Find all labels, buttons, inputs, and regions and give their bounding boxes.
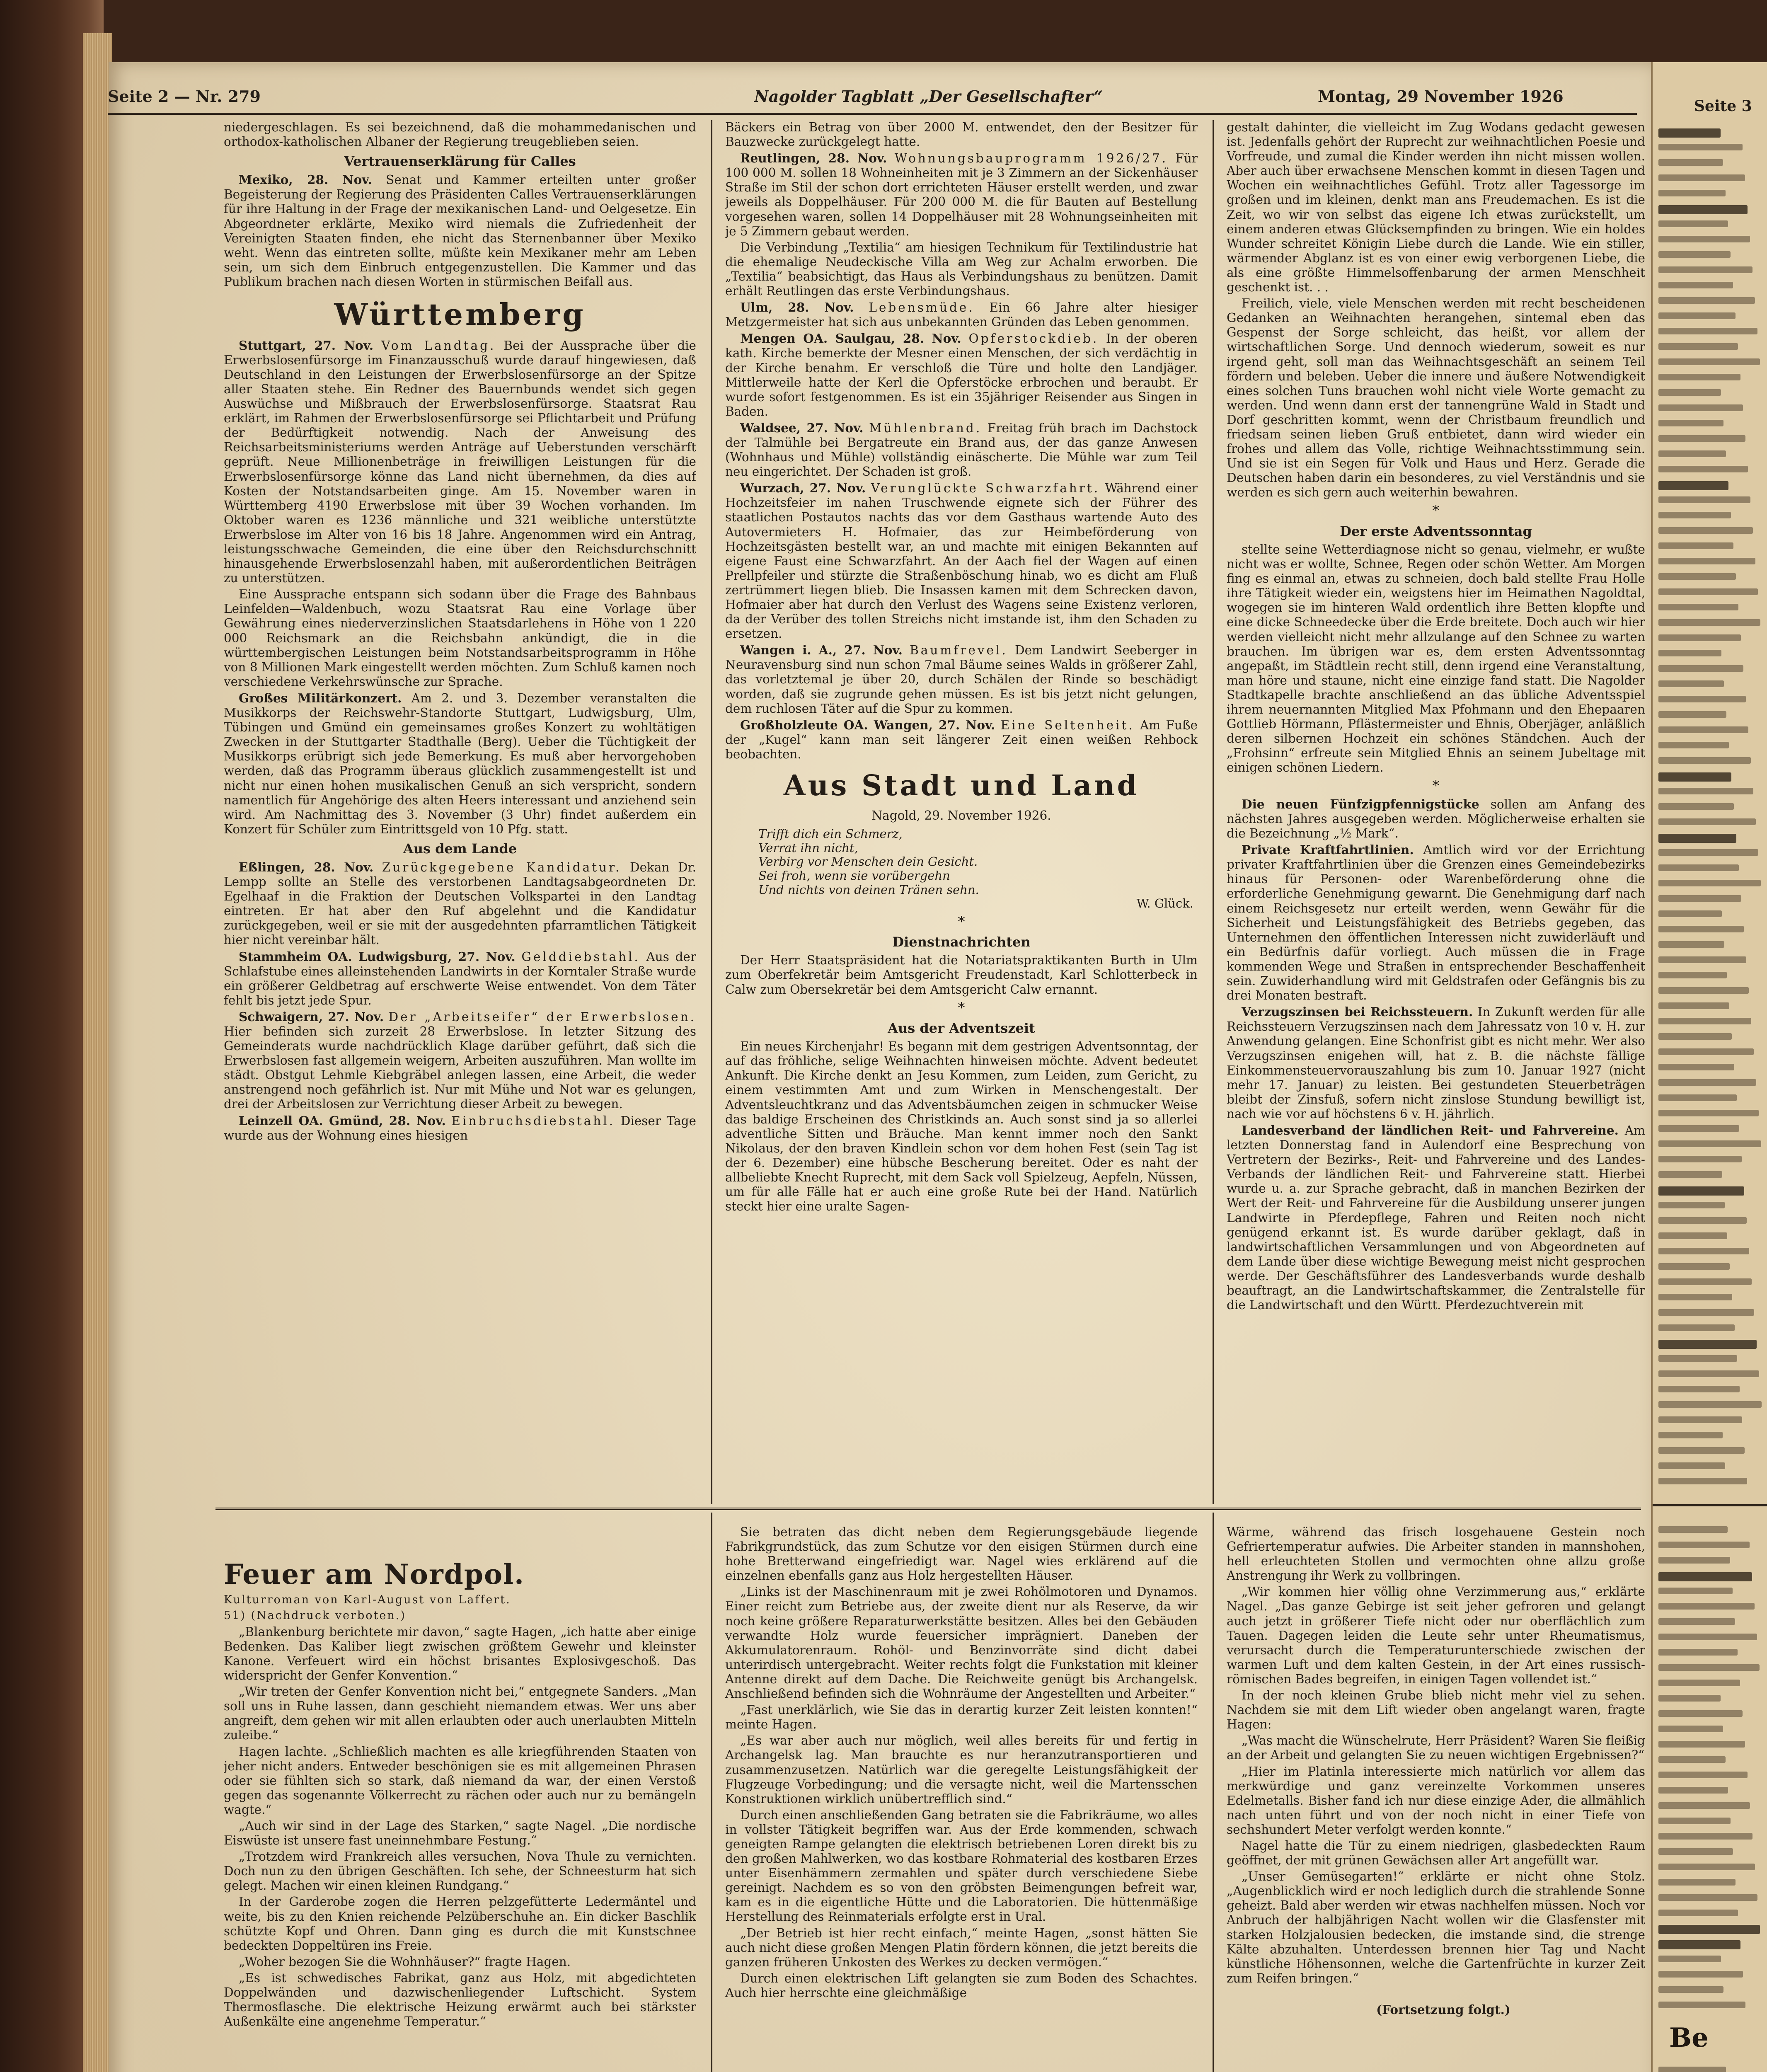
next-page-text-line bbox=[1658, 1833, 1752, 1840]
next-page-text-line bbox=[1658, 803, 1734, 810]
article-text: In Zukunft werden für alle Reichssteuern Verzugszinsen nach dem Jahressatz von 10 v. H. zur Anwendung gelangen. Eine Schonfrist gibt es nicht mehr. Wer also Verzugszinsen enigehen will, hat z. B. die nächste fällige Einkommensteuervorauszahlung bis zum 10. Januar 1927 (nicht mehr 17. Januar) zu leisten. Bei gestundeten Steuerbeträgen bleibt der Zinsfuß, sofern nicht zinslose Stundung bewilligt ist, nach wie vor auf höchstens 6 v. H. jährlich. bbox=[1227, 1005, 1645, 1121]
article-title: Die neuen Fünfzigpfennigstücke bbox=[1242, 796, 1479, 811]
article-paragraph: Die Verbindung „Textilia“ am hiesigen Technikum für Textilindustrie hat die ehemalige Neudeckische Villa am Weg zur Achalm erworben. Die „Textilia“ beabsichtigt, das Haus als Verbindungshaus zu benützen. Damit erhält Reutlingen das erste Verbindungshaus. bbox=[725, 240, 1198, 298]
poem-line: Sei froh, wenn sie vorübergehn bbox=[758, 868, 950, 883]
article-text: Freitag früh brach im Dachstock der Talmühle bei Bergatreute ein Brand aus, der das ganze Anwesen (Wohnhaus und Mühle) vollständig einäscherte. Die Mühle war zum Teil neu eingerichtet. Der Schaden ist groß. bbox=[725, 421, 1198, 479]
next-page-header: Seite 3 bbox=[1694, 97, 1752, 115]
article-heading: Aus dem Lande bbox=[403, 840, 517, 857]
article-paragraph: Eine Aussprache entspann sich sodann über die Frage des Bahnbaus Leinfelden—Waldenbuch, wozu Staatsrat Rau eine Vorlage über Gewährung eines niederverzinslichen Staatsdarlehens in Höhe von 1 220 000 Reichsmark an die Reichsbahn ankündigt, die in die württembergischen Leistungen beim Notstandsarbeitsprogramm in Höhe von 8 Millionen Mark eingestellt werden möchten. Zum Schluß kamen noch verschiedene Verkehrswünsche zur Sprache. bbox=[224, 587, 696, 689]
next-page-text-line bbox=[1658, 1171, 1722, 1178]
next-page-peek bbox=[1651, 62, 1767, 2072]
next-page-text-line bbox=[1658, 1018, 1751, 1024]
next-page-text-line bbox=[1658, 542, 1733, 549]
poem-author: W. Glück. bbox=[1136, 896, 1193, 911]
next-page-text-line bbox=[1658, 1680, 1740, 1686]
article-paragraph bbox=[725, 300, 1198, 329]
next-page-text-line bbox=[1658, 450, 1726, 457]
next-page-text-line bbox=[1658, 1064, 1734, 1070]
poem-line: Verrat ihn nicht, bbox=[758, 840, 858, 855]
article-title: Eine Seltenheit. bbox=[1000, 718, 1135, 732]
serial-paragraph: „Fast unerklärlich, wie Sie das in derartig kurzer Zeit leisten konnten!“ meinte Hagen. bbox=[725, 1703, 1198, 1732]
next-page-text-line bbox=[1658, 1695, 1721, 1702]
article-paragraph: Der Herr Staatspräsident hat die Notariatspraktikanten Burth in Ulm zum Oberfekretär beim Amtsgericht Freudenstadt, Karl Schlotterbeck in Calw zum Obersekretär bei dem Amtsgericht Calw ernannt. bbox=[725, 953, 1198, 997]
serial-paragraph: „Auch wir sind in der Lage des Starken,“ sagte Nagel. „Die nordische Eiswüste ist unsere fast uneinnehmbare Festung.“ bbox=[224, 1819, 696, 1848]
next-page-text-line bbox=[1658, 650, 1721, 656]
next-page-text-line bbox=[1658, 910, 1722, 917]
next-page-text-line bbox=[1658, 1478, 1747, 1484]
column-rule bbox=[711, 1513, 712, 2072]
next-page-text-line bbox=[1658, 220, 1728, 227]
serial-paragraph: Hagen lachte. „Schließlich machten es alle kriegführenden Staaten von jeher nicht anders. Entweder beschönigen sie es mit allgemeinen Phrasen oder sie fühlten sich so stark, daß niemand da war, der einen Verstoß gegen das sogenannte Völkerrecht zu rächen oder auch nur zu bemängeln wagte.“ bbox=[224, 1744, 696, 1817]
next-page-text-line bbox=[1658, 742, 1729, 748]
serial-paragraph: „Trotzdem wird Frankreich alles versuchen, Nova Thule zu vernichten. Doch nun zu den übrigen Geschäften. Ich sehe, der Schneesturm hat sich gelegt. Machen wir einen kleinen Rundgang.“ bbox=[224, 1849, 696, 1893]
dateline: Leinzell OA. Gmünd, 28. Nov. bbox=[239, 1113, 446, 1128]
next-page-text-line bbox=[1658, 190, 1726, 196]
next-page-text-line bbox=[1658, 1741, 1745, 1748]
next-page-text-line bbox=[1658, 527, 1753, 534]
next-page-text-line bbox=[1658, 435, 1745, 442]
article-paragraph bbox=[224, 1113, 696, 1143]
column-1 bbox=[224, 120, 696, 1504]
next-page-text-line bbox=[1658, 1324, 1735, 1331]
serial-paragraph: „Blankenburg berichtete mir davon,“ sagte Hagen, „ich hatte aber einige Bedenken. Das Kaliber liegt zwischen größtem Gewehr und kleinster Kanone. Verfeuert wird ein höchst brisantes Explosivgeschoß. Das widerspricht der Genfer Konvention.“ bbox=[224, 1624, 696, 1683]
next-page-text-line bbox=[1658, 1848, 1733, 1855]
article-text: sollen am Anfang des nächsten Jahres ausgegeben werden. Möglicherweise erhalten sie die Bezeichnung „½ Mark“. bbox=[1227, 797, 1645, 841]
article-title: Baumfrevel. bbox=[910, 643, 1008, 658]
article-text: Bäckers ein Betrag von über 2000 M. entwendet, den der Besitzer für Bauzwecke zurückgelegt hatte. bbox=[725, 120, 1198, 149]
serial-paragraph: „Woher bezogen Sie die Wohnhäuser?“ fragte Hagen. bbox=[239, 1954, 571, 1969]
dateline: Mexiko, 28. Nov. bbox=[239, 172, 372, 187]
article-text: Ein 66 Jahre alter hiesiger Metzgermeister hat sich aus unbekannten Gründen das Leben genommen. bbox=[725, 300, 1198, 329]
next-page-text-line bbox=[1658, 895, 1741, 902]
dateline: Stammheim OA. Ludwigsburg, 27. Nov. bbox=[239, 949, 516, 964]
next-page-text-line bbox=[1658, 374, 1740, 380]
next-page-text-line bbox=[1658, 420, 1723, 426]
article-title: Lebensmüde. bbox=[869, 300, 975, 315]
article-text: Senat und Kammer erteilten unter großer Begeisterung der Regierung des Präsidenten Calles Vertrauenserklärungen für ihre Haltung in der Frage der mexikanischen Land- und Oelgesetze. Ein Abgeordneter erklärte, Mexiko wird niemals die Zufriedenheit der Vereinigten Staaten finden, ehe nicht das Sternenbanner über Mexiko weht. Wenn das eintreten sollte, müßte kein Mexikaner mehr am Leben sein, um sich dem Einbruch entgegenzustellen. Die Kammer und das Publikum brachen nach diesen Worten in stürmischen Beifall aus. bbox=[224, 173, 696, 289]
article-paragraph bbox=[725, 151, 1198, 239]
article-paragraph: stellte seine Wetterdiagnose nicht so genau, vielmehr, er wußte nicht was er wollte, Schnee, Regen oder schön Wetter. Am Morgen fing es einmal an, etwas zu schneien, doch bald stellte Frau Holle ihre Tätigkeit wieder ein, weigstens hier im Heimathen Nagoldtal, wogegen sie im hinteren Wald ordentlich ihre Betten klopfte und eine dicke Schneedecke über die Erde breitete. Doch auch wir hier werden vielleicht nicht mehr allzulange auf den Schnee zu warten brauchen. Im übrigen war es, dem ersten Adventssonntag angepaßt, im Städtlein recht still, denn irgend eine Veranstaltung, man höre und staune, nicht eine einzige fand statt. Die Nagolder Stadtkapelle brachte anschließend an das übliche Adventsspiel ihrem neuernannten Mitglied Max Pfohmann und den Ehepaaren Gottlieb Hörmann, Pflästermeister und Ehnis, Oberjäger, anläßlich deren silbernen Hochzeit ein schönes Ständchen. Auch der „Frohsinn“ erfreute sein Mitglied Ehnis an seinem Jubeltage mit einigen schönen Liedern. bbox=[1227, 542, 1645, 775]
next-page-text-line bbox=[1658, 1294, 1732, 1300]
next-page-text-line bbox=[1658, 1940, 1740, 1949]
article-text: Hier befinden sich zurzeit 28 Erwerbslose. In letzter Sitzung des Gemeinderats wurde nachdrücklich Klage darüber geführt, daß sich die Erwerbslosen fast allgemein weigern, Arbeiten auszuführen. Man wollte im städt. Obstgut Lehmle Kiebgräbel anlegen lassen, eine Arbeit, die weder anstrengend noch gefährlich ist. Nur mit Mühe und Not war es gelungen, drei der Arbeitslosen zur Verrichtung dieser Arbeit zu bewegen. bbox=[224, 1024, 696, 1111]
next-page-text-line bbox=[1658, 588, 1758, 595]
dateline: Schwaigern, 27. Nov. bbox=[239, 1009, 384, 1024]
article-heading: Vertrauenserklärung für Calles bbox=[344, 153, 576, 169]
article-text: Dem Landwirt Seeberger in Neuravensburg sind nun schon 7mal Bäume seines Walds in größerer Zahl, das vorletztemal je über 20, durch Schälen der Rinde so beschädigt worden, daß sie zugrunde gehen müssen. Es ist bis jetzt nicht gelungen, dem ruchlosen Täter auf die Spur zu kommen. bbox=[725, 643, 1198, 716]
serial-paragraph: Nagel hatte die Tür zu einem niedrigen, glasbedeckten Raum geöffnet, der mit grünen Gewächsen aller Art angefüllt war. bbox=[1227, 1838, 1645, 1868]
serial-paragraph: Wärme, während das frisch losgehauene Gestein noch Gefriertemperatur aufwies. Die Arbeiter standen in mannshohen, hell erleuchteten Stollen und vermochten ohne allzu große Anstrengung ihr Werk zu vollbringen. bbox=[1227, 1525, 1645, 1583]
article-paragraph bbox=[224, 1009, 696, 1112]
next-page-text-line bbox=[1658, 956, 1746, 963]
next-page-text-line bbox=[1658, 1355, 1737, 1362]
serial-paragraph: „Der Betrieb ist hier recht einfach,“ meinte Hagen, „sonst hätten Sie auch nicht diese großen Mengen Platin fördern können, die jetzt bereits die ganzen früheren Unkosten des Werkes zu decken vermögen.“ bbox=[725, 1926, 1198, 1969]
next-page-text-line bbox=[1658, 481, 1728, 490]
column-6-serial bbox=[1227, 1525, 1645, 2072]
dateline: Reutlingen, 28. Nov. bbox=[740, 151, 887, 166]
next-page-text-line bbox=[1658, 726, 1748, 733]
next-page-text-line bbox=[1658, 926, 1744, 932]
next-page-text-line bbox=[1658, 1048, 1754, 1055]
article-heading: Der erste Adventssonntag bbox=[1340, 523, 1532, 539]
article-paragraph: Ein neues Kirchenjahr! Es begann mit dem gestrigen Adventsonntag, der auf das fröhliche, selige Weihnachten hinweisen möchte. Advent bedeutet Ankunft. Die Kirche denkt an Jesu Kommen, zum Leiden, zum Gericht, zu einem vestimmten Amt und zum Wirken in Menschengestalt. Der Adventsleuchtkranz und das Adventsbäumchen zeigen in schmucker Weise das baldige Erscheinen des Christkinds an. Auch sonst sind ja so allerlei adventliche Sitten und Bräuche. Man kennt immer noch den Sankt Nikolaus, der den braven Kindlein schon vor dem hohen Fest (sein Tag ist der 6. Dezember) eine hübsche Bescherung bereitet. Oder es naht der allbeliebte Knecht Ruprecht, mit dem Sack voll Spielzeug, Aepfeln, Nüssen, um für alle Fälle hat er auch eine große Rute bei der Hand. Natürlich steckt hier eine uralte Sagen- bbox=[725, 1039, 1198, 1214]
article-title: Verzugszinsen bei Reichssteuern. bbox=[1242, 1005, 1473, 1019]
poem-line: Und nichts von deinen Tränen sehn. bbox=[758, 882, 979, 897]
next-page-text-line bbox=[1658, 144, 1743, 150]
next-page-text-line bbox=[1658, 1156, 1742, 1162]
next-page-text-line bbox=[1658, 251, 1731, 258]
article-paragraph bbox=[224, 172, 696, 289]
dateline: Waldsee, 27. Nov. bbox=[740, 420, 864, 435]
article-paragraph bbox=[725, 643, 1198, 716]
next-page-text-line bbox=[1658, 128, 1721, 138]
article-heading: Aus der Adventszeit bbox=[888, 1020, 1035, 1036]
article-title: Zurückgegebene Kandidatur. bbox=[382, 860, 622, 874]
article-title: Vom Landtag. bbox=[381, 338, 496, 353]
next-page-text-line bbox=[1658, 1572, 1752, 1581]
next-page-text-line bbox=[1658, 1094, 1737, 1101]
next-page-text-line bbox=[1658, 2002, 1745, 2008]
next-page-text-line bbox=[1658, 1603, 1755, 1610]
article-title: Landesverband der ländlichen Reit- und Fahrvereine. bbox=[1242, 1123, 1619, 1138]
article-paragraph bbox=[725, 718, 1198, 762]
column-5-serial bbox=[725, 1525, 1198, 2072]
dateline: Stuttgart, 27. Nov. bbox=[239, 338, 374, 353]
serial-paragraph: Sie betraten das dicht neben dem Regierungsgebäude liegende Fabrikgrundstück, das zum Schutze vor den eisigen Stürmen durch eine hohe Bretterwand eingefriedigt war. Nagel wies erklärend auf die einzelnen ebenfalls ganz aus Holz hergestellten Häuser. bbox=[725, 1525, 1198, 1583]
next-page-text-line bbox=[1658, 1756, 1726, 1763]
next-page-text-line bbox=[1658, 1910, 1738, 1916]
article-paragraph bbox=[1227, 842, 1645, 1003]
next-page-text-line bbox=[1658, 864, 1739, 871]
article-text: In der oberen kath. Kirche bemerkte der Mesner einen Menschen, der sich verdächtig in der Kirche benahm. Er verschloß die Türe und holte den Landjäger. Mittlerweile hatte der Kerl die Opferstöcke erbrochen und beraubt. Er wurde sofort festgenommen. Es ist ein 35jähriger Reisender aus Singen in Baden. bbox=[725, 332, 1198, 419]
next-page-text-line bbox=[1658, 1971, 1743, 1978]
next-page-text-line bbox=[1658, 1110, 1759, 1116]
article-paragraph: Freilich, viele, viele Menschen werden mit recht bescheidenen Gedanken an Weihnachten herangehen, sintemal eben das Gespenst der Sorge schleicht, das heißt, vor allem der wirtschaftlichen Sorge. Und dennoch wiederum, soweit es nur irgend geht, soll man das Weihnachtsgeschäft an seinem Teil fördern und beleben. Ueber die innere und äußere Notwendigkeit eines solchen Tuns brauchen wohl nicht viele Worte gemacht zu werden. Und wenn dann erst der tannengrüne Wald in Stadt und Dorf geschritten kommt, wenn der Christbaum freundlich und friedsam seinen lieben Gruß entbietet, dann wird wieder ein frohes und allem das Volle, richtige Weihnachtsstimmung sein. Und sie ist ein Segen für Volk und Haus und Herz. Gerade die Deutschen haben darin ein besonderes, zu viel Verständnis und sie werden es sich gern auch weiterhin bewahren. bbox=[1227, 296, 1645, 500]
next-page-text-line bbox=[1658, 343, 1738, 350]
serial-paragraph: „Hier im Platinla interessierte mich natürlich vor allem das merkwürdige und ganz vereinzelte Vorkommen unseres Edelmetalls. Bisher fand ich nur diese einzige Ader, die allmählich nach unten führt und von der noch nicht in einer Tiefe von sechshundert Meter verfolgt werden konnte.“ bbox=[1227, 1764, 1645, 1837]
article-paragraph bbox=[1227, 1123, 1645, 1312]
dateline: Mengen OA. Saulgau, 28. Nov. bbox=[740, 331, 961, 346]
separator-asterisk: * bbox=[1432, 502, 1440, 519]
next-page-text-line bbox=[1658, 619, 1760, 626]
poem-line: Trifft dich ein Schmerz, bbox=[758, 827, 903, 841]
next-page-text-line bbox=[1658, 1002, 1729, 1009]
next-page-ad-text: Be bbox=[1669, 2022, 1709, 2053]
article-paragraph bbox=[224, 691, 696, 837]
next-page-text-line bbox=[1658, 1710, 1743, 1717]
next-page-text-line bbox=[1658, 297, 1755, 304]
next-page-text-line bbox=[1658, 1956, 1721, 1962]
dateline: Wurzach, 27. Nov. bbox=[740, 481, 866, 496]
next-page-text-line bbox=[1658, 941, 1724, 948]
article-title: Verunglückte Schwarzfahrt. bbox=[871, 481, 1100, 496]
next-page-text-line bbox=[1658, 1340, 1757, 1349]
next-page-text-line bbox=[1658, 696, 1746, 702]
next-page-text-line bbox=[1658, 1542, 1750, 1548]
next-page-text-line bbox=[1658, 1557, 1730, 1564]
serial-title: Feuer am Nordpol. bbox=[224, 1558, 525, 1590]
next-page-text-line bbox=[1658, 1818, 1731, 1824]
next-page-text-line bbox=[1658, 358, 1760, 365]
dateline: Ulm, 28. Nov. bbox=[740, 300, 854, 315]
next-page-text-line bbox=[1658, 573, 1736, 580]
next-page-text-line bbox=[1658, 1879, 1736, 1886]
next-page-text-line bbox=[1658, 1726, 1723, 1732]
next-page-text-line bbox=[1658, 1140, 1761, 1147]
next-page-text-line bbox=[1658, 634, 1741, 641]
local-dateline: Nagold, 29. November 1926. bbox=[871, 808, 1051, 823]
next-page-text-line bbox=[1658, 1894, 1757, 1901]
next-page-text-line bbox=[1658, 1309, 1754, 1316]
next-page-text-line bbox=[1658, 1802, 1750, 1809]
article-title: Opferstockdieb. bbox=[968, 332, 1099, 346]
article-text: gestalt dahinter, die vielleicht im Zug Wodans gedacht gewesen ist. Jedenfalls gehört der Ruprecht zur weihnachtlichen Poesie und Vorfreude, und zumal die Kinder werden ihn nicht missen wollen. Aber auch über erwachsene Menschen kommt in diesen Tagen und Wochen ein weihnachtliches Gefühl. Trotz aller Tagessorge im großen und im kleinen, denkt man ans Freudemachen. Es ist die Zeit, wo wir von selbst das eigene Ich etwas zurückstellt, um einem anderen etwas Glücksempfinden zu bringen. Wie ein holdes Wunder schreitet Königin Liebe durch die Lande. Wie ein stiller, wärmender Abglanz ist es von einer ewig verborgenen Liebe, die als eine größte Himmelsoffenbarung der armen Menschheit geschenkt ist. . . bbox=[1227, 120, 1645, 295]
next-page-text-line bbox=[1658, 1787, 1728, 1794]
next-page-text-line bbox=[1658, 1386, 1740, 1392]
next-page-text-line bbox=[1658, 665, 1743, 672]
next-page-text-line bbox=[1658, 849, 1758, 856]
article-text: Dieser Tage wurde aus der Wohnung eines hiesigen bbox=[224, 1113, 696, 1143]
masthead bbox=[108, 87, 1637, 112]
next-page-text-line bbox=[1658, 1526, 1728, 1533]
next-page-text-line bbox=[1658, 972, 1727, 978]
article-paragraph bbox=[224, 860, 696, 948]
masthead-rule bbox=[108, 113, 1637, 115]
next-page-text-line bbox=[1658, 1079, 1756, 1086]
serial-paragraph: Durch einen elektrischen Lift gelangten sie zum Boden des Schachtes. Auch hier herrschte eine gleichmäßige bbox=[725, 1971, 1198, 2000]
serial-paragraph: In der Garderobe zogen die Herren pelzgefütterte Ledermäntel und weite, bis zu den Knien reichende Pelzüberschuhe an. Ein dicker Baschlik schützte Kopf und Ohren. Dann ging es durch die mit Kunstschnee bedeckten Doppeltüren ins Freie. bbox=[224, 1895, 696, 1953]
article-paragraph bbox=[725, 331, 1198, 419]
article-paragraph bbox=[725, 421, 1198, 479]
column-2 bbox=[725, 120, 1198, 1504]
next-page-text-line bbox=[1658, 1588, 1733, 1594]
next-page-text-line bbox=[1658, 312, 1736, 319]
article-text: Dekan Dr. Lempp sollte an Stelle des verstorbenen Landtagsabgeordneten Dr. Egelhaaf in die Fraktion der Deutschen Volkspartei in den Landtag eintreten. Er hat aber den Ruf abgelehnt und die Kandidatur zurückgegeben, weil er sie mit der ausgedehnten pfarramtlichen Tätigkeit hier nicht vereinbar hält. bbox=[224, 860, 696, 947]
page-number: Seite 2 — Nr. 279 bbox=[108, 87, 261, 106]
issue-date: Montag, 29 November 1926 bbox=[1318, 87, 1564, 106]
next-page-text-line bbox=[1658, 1432, 1723, 1438]
next-page-text-line bbox=[1658, 1401, 1762, 1408]
column-3 bbox=[1227, 120, 1645, 1504]
next-page-text-line bbox=[1658, 757, 1751, 764]
next-page-text-line bbox=[1658, 1232, 1727, 1239]
next-page-text-line bbox=[1658, 1263, 1730, 1270]
article-text: niedergeschlagen. Es sei bezeichnend, daß die mohammedanischen und orthodox-katholischen Albaner der Regierung treugeblieben seien. bbox=[224, 120, 696, 149]
article-text: Während einer Hochzeitsfeier im nahen Truschwende eignete sich der Führer des staatlichen Postautos nachts das vor dem Gasthaus wartende Auto des Autovermieters H. Hofmaier, das zur Heimbeförderung von Hochzeitsgästen bestellt war, an und machte mit einigen Bekannten auf eigene Faust eine Schwarzfahrt. An der Aach fiel der Wagen auf einen Prellpfeiler und stürzte die Straßenböschung hinab, wo es dicht am Fluß zertrümmert liegen blieb. Die Insassen kamen mit dem Schrecken davon, Hofmaier aber hat durch den Verlust des Wagens seine Existenz verloren, da der Verüber des tollen Streichs nicht imstande ist, ihm den Schaden zu ersetzen. bbox=[725, 481, 1198, 641]
serial-subtitle: Kulturroman von Karl-August von Laffert. bbox=[224, 1593, 511, 1606]
next-page-text-line bbox=[1658, 236, 1750, 242]
next-page-text-line bbox=[1658, 2067, 1726, 2072]
next-page-text-line bbox=[1658, 1618, 1735, 1625]
article-paragraph bbox=[1227, 797, 1645, 841]
page-edges bbox=[83, 33, 112, 2072]
article-paragraph bbox=[1227, 1005, 1645, 1121]
dateline: Wangen i. A., 27. Nov. bbox=[740, 643, 903, 658]
next-page-text-line bbox=[1658, 1416, 1742, 1423]
next-page-text-line bbox=[1658, 1772, 1748, 1778]
serial-paragraph: Durch einen anschließenden Gang betraten sie die Fabrikräume, wo alles in vollster Tätigkeit begriffen war. Aus der Erde kommenden, schwach geneigten Rampe gelangten die elektrisch betriebenen Loren direkt bis zu den großen Mahlwerken, wo das kostbare Rohmaterial des kostbaren Erzes unter Eisenhämmern zermahlen und später durch verschiedene Siebe gereinigt. Nachdem es so von den gröbsten Beimengungen befreit war, kam es in die eigentliche Hütte und die Laboratorien. Die hüttenmäßige Herstellung des Reinmaterials erfolgte erst in Ural. bbox=[725, 1808, 1198, 1924]
next-page-text-line bbox=[1658, 1278, 1752, 1285]
next-page-text-line bbox=[1658, 1370, 1759, 1377]
column-rule bbox=[711, 120, 712, 1504]
next-page-text-line bbox=[1658, 1217, 1747, 1224]
separator-asterisk: * bbox=[958, 913, 965, 930]
next-page-text-line bbox=[1658, 1634, 1757, 1640]
article-heading: Dienstnachrichten bbox=[892, 934, 1031, 950]
serial-paragraph: „Wir kommen hier völlig ohne Verzimmerung aus,“ erklärte Nagel. „Das ganze Gebirge ist seit jeher gefroren und gelangt auch jetzt in größerer Tiefe nicht oder nur oberflächlich zum Tauen. Dagegen leiden die Leute sehr unter Rheumatismus, verursacht durch die Temperaturunterschiede zwischen der warmen Luft und dem kalten Gestein, in der Art eines russisch-römischen Bades begreifen, in einigen Tagen vollendet ist.“ bbox=[1227, 1585, 1645, 1686]
next-page-text-line bbox=[1658, 466, 1748, 472]
next-page-text-line bbox=[1658, 680, 1724, 687]
newspaper-title: Nagolder Tagblatt „Der Gesellschafter“ bbox=[754, 87, 1103, 106]
next-page-text-line bbox=[1658, 558, 1755, 564]
next-page-text-line bbox=[1658, 1447, 1745, 1454]
next-page-text-line bbox=[1658, 328, 1757, 334]
serial-paragraph: „Es war aber auch nur möglich, weil alles bereits für und fertig in Archangelsk lag. Man brauchte es nur heranzutransportieren und zusammenzusetzen. Natürlich war die geregelte Leistungsfähigkeit der Flugzeuge Vorbedingung; und die versagte nicht, weil die Martensschen Konstruktionen wirklich unübertrefflich sind.“ bbox=[725, 1733, 1198, 1806]
article-text: Amtlich wird vor der Errichtung privater Kraftfahrtlinien über die Grenzen eines Gemeindebezirks hinaus für Personen- oder Warenbeförderung ohne die erforderliche Genehmigung gewarnt. Die Genehmigung darf nach einem Reichsgesetz nur erteilt werden, wenn Gewähr für die Sicherheit und Leistungsfähigkeit des Betriebs gegeben, das Unternehmen den öffentlichen Interessen nicht zuwiderläuft und ein Bedürfnis dafür vorliegt. Auch müssen die in Frage kommenden Wege und Straßen in entsprechender Beschaffenheit sein. Zuwiderhandlung wird mit Geldstrafen oder Gefängnis bis zu drei Monaten bestraft. bbox=[1227, 843, 1645, 1003]
article-title: Private Kraftfahrtlinien. bbox=[1242, 842, 1414, 857]
next-page-text-line bbox=[1658, 1649, 1738, 1656]
article-title: Einbruchsdiebstahl. bbox=[451, 1113, 615, 1128]
serial-paragraph: „Unser Gemüsegarten!“ erklärte er nicht ohne Stolz. „Augenblicklich wird er noch lediglich durch die strahlende Sonne geheizt. Bald aber werden wir etwas nachhelfen müssen. Noch vor Anbruch der halbjährigen Nacht wollen wir die Glasfenster mit starken Holzjalousien bedecken, die imstande sind, die strenge Kälte abzuhalten. Unterdessen brennen hier Tag und Nacht künstliche Höhensonnen, welche die Gartenfrüchte in kurzer Zeit zum Reifen bringen.“ bbox=[1227, 1869, 1645, 1985]
article-paragraph bbox=[224, 338, 696, 586]
dateline: Großholzleute OA. Wangen, 27. Nov. bbox=[740, 717, 995, 732]
next-page-text-line bbox=[1658, 1864, 1755, 1870]
separator-asterisk: * bbox=[1432, 777, 1440, 794]
article-title: Gelddiebstahl. bbox=[521, 949, 640, 964]
next-page-text-line bbox=[1658, 1664, 1760, 1671]
section-heading-stadt-und-land: Aus Stadt und Land bbox=[783, 769, 1140, 803]
column-4-serial bbox=[224, 1558, 696, 2072]
serial-paragraph: „Was macht die Wünschelrute, Herr Präsident? Waren Sie fleißig an der Arbeit und gelangten Sie zu neuen wichtigen Ergebnissen?“ bbox=[1227, 1733, 1645, 1762]
next-page-text-line bbox=[1658, 1125, 1739, 1132]
article-text: Am Fuße der „Kugel“ kann man seit längerer Zeit einen weißen Rehbock beobachten. bbox=[725, 718, 1198, 761]
serial-paragraph: „Links ist der Maschinenraum mit je zwei Rohölmotoren und Dynamos. Einer reicht zum Betriebe aus, der zweite dient nur als Reserve, da wir noch keine größere Reparaturwerkstätte besitzen. Alles bei den Gebäuden verwandte Holz wurde feuersicher imprägniert. Daneben der Akkumulatorenraum. Rohöl- und Benzinvorräte sind dicht dabei unterirdisch untergebracht. Weiter rechts folgt die Funkstation mit kleiner Antenne direkt auf dem Dache. Die Reichweite genügt bis Archangelsk. Anschließend befinden sich die Wohnräume der Angestellten und Arbeiter.“ bbox=[725, 1585, 1198, 1701]
section-heading-wuerttemberg: Württemberg bbox=[334, 297, 586, 332]
next-page-text-line bbox=[1658, 604, 1738, 610]
next-page-text-line bbox=[1658, 496, 1750, 503]
separator-asterisk: * bbox=[958, 999, 965, 1016]
column-rule bbox=[1213, 120, 1214, 1504]
serial-paragraph: In der noch kleinen Grube blieb nicht mehr viel zu sehen. Nachdem sie mit dem Lift wieder oben angelangt waren, fragte Hagen: bbox=[1227, 1688, 1645, 1732]
next-page-text-line bbox=[1658, 282, 1733, 288]
next-page-text-line bbox=[1658, 711, 1726, 718]
next-page-text-line bbox=[1658, 205, 1748, 214]
column-rule bbox=[1213, 1513, 1214, 2072]
poem bbox=[758, 827, 1198, 911]
next-page-text-line bbox=[1658, 1925, 1760, 1934]
section-divider bbox=[215, 1508, 1641, 1510]
next-page-text-line bbox=[1658, 404, 1743, 411]
article-text: Am letzten Donnerstag fand in Aulendorf eine Besprechung von Vertretern der Bezirks-, Reit- und Fahrvereine und des Landes-Verbands der ländlichen Reit- und Fahrvereine statt. Hierbei wurde u. a. zur Sprache gebracht, daß in manchen Bezirken der Wert der Reit- und Fahrvereine für die Ausbildung unserer jungen Landwirte in Pferdepflege, Fahren und Reiten noch nicht genügend erkannt ist. Es wurde darüber geklagt, daß in landwirtschaftlichen Versammlungen und von Abgeordneten auf dem Lande über diese wichtige Bewegung meist nicht gesprochen werde. Der Geschäftsführer des Landesverbands wurde deshalb beauftragt, an die Landwirtschaftskammer, die Zentralstelle für die Landwirtschaft und den Württ. Pferdezuchtverein mit bbox=[1227, 1123, 1645, 1312]
next-page-text-line bbox=[1658, 159, 1723, 166]
article-paragraph bbox=[725, 481, 1198, 641]
next-page-text-line bbox=[1658, 266, 1752, 273]
next-page-rule bbox=[1653, 1504, 1767, 1506]
serial-paragraph: „Es ist schwedisches Fabrikat, ganz aus Holz, mit abgedichteten Doppelwänden und dazwischenliegender Luftschicht. System Thermosflasche. Die elektrische Heizung erwärmt auch bei stärkster Außenkälte eine angenehme Temperatur.“ bbox=[224, 1970, 696, 2029]
article-title: Mühlenbrand. bbox=[869, 421, 982, 435]
next-page-text-line bbox=[1658, 389, 1721, 396]
article-title: Großes Militärkonzert. bbox=[239, 690, 402, 705]
article-title: Der „Arbeitseifer“ der Erwerbslosen. bbox=[388, 1009, 696, 1024]
next-page-text-line bbox=[1658, 880, 1761, 886]
next-page-text-line bbox=[1658, 788, 1753, 794]
next-page-text-line bbox=[1658, 834, 1736, 843]
serial-paragraph: „Wir treten der Genfer Konvention nicht bei,“ entgegnete Sanders. „Man soll uns in Ruhe lassen, dann geschieht niemandem etwas. Wer uns aber angreift, dem gehen wir mit allen erlaubten oder auch unerlaubten Mitteln zuleibe.“ bbox=[224, 1685, 696, 1743]
article-text: Für 100 000 M. sollen 18 Wohneinheiten mit je 3 Zimmern an der Sickenhäuser Straße im Stil der schon dort errichteten Häuser erstellt werden, und zwar jeweils als Doppelhäuser. Für 200 000 M. die für Bauten auf Bestellung vorgesehen waren, sollen 14 Doppelhäuser mit 28 Wohnungseinheiten mit je 5 Zimmern gebaut werden. bbox=[725, 151, 1198, 238]
article-text: Bei der Aussprache über die Erwerbslosenfürsorge im Finanzausschuß wurde darauf hingewiesen, daß Deutschland in den Leistungen der Erwerbslosenfürsorge an der Spitze aller Staaten stehe. Ein Redner des Bauernbunds wendet sich gegen Auswüchse und Mißbrauch der Erwerbslosenfürsorge. Staatsrat Rau erklärt, im Rahmen der Erwerbslosenfürsorge sei Pflichtarbeit und Prüfung der Bedürftigkeit notwendig. Nach der Anweisung des Reichsarbeitsministeriums werden Anträge auf Ueberstunden verschärft geprüft. Neue Millionenbeträge in freiwilligen Leistungen für die Erwerbslosenfürsorge könne das Land nicht übernehmen, da dies auf Kosten der Notstandsarbeiten ginge. Am 15. November waren in Württemberg 4190 Erwerbslose mit über 39 Wochen vorhanden. Im Oktober waren es 1236 männliche und 321 weibliche unterstützte Erwerbslose im Alter von 16 bis 18 Jahre. Angenommen wird ein Antrag, leistungsschwache Gemeinden, die eine über den Reichsdurchschnitt hinausgehende Erwerbslosenzahl haben, mit außerordentlichen Beiträgen zu unterstützen. bbox=[224, 338, 696, 586]
next-page-text-line bbox=[1658, 1462, 1725, 1469]
next-page-text-line bbox=[1658, 1202, 1725, 1208]
next-page-text-line bbox=[1658, 987, 1749, 994]
next-page-text-line bbox=[1658, 1248, 1749, 1254]
dateline: Eßlingen, 28. Nov. bbox=[239, 859, 374, 874]
next-page-text-line bbox=[1658, 1186, 1744, 1196]
serial-notice: 51) (Nachdruck verboten.) bbox=[224, 1609, 406, 1622]
next-page-text-line bbox=[1658, 512, 1731, 518]
article-paragraph bbox=[224, 949, 696, 1008]
next-page-text-line bbox=[1658, 1033, 1732, 1040]
article-text: Am 2. und 3. Dezember veranstalten die Musikkorps der Reichswehr-Standorte Stuttgart, Ludwigsburg, Ulm, Tübingen und Gmünd ein gemeinsames großes Konzert zu wohltätigen Zwecken in der Stuttgarter Stadthalle (Berg). Ueber die Tüchtigkeit der Musikkorps erübrigt sich jede Bemerkung. Es muß aber hervorgehoben werden, daß das Programm überaus glücklich zusammengestellt ist und nicht nur einen hohen musikalischen Genuß an sich verspricht, sondern namentlich für Angehörige des alten Heers interessant und anziehend sein wird. Am Nachmittag des 3. November (3 Uhr) findet außerdem ein Konzert für Schüler zum Eintrittsgeld von 10 Pfg. statt. bbox=[224, 691, 696, 836]
to-be-continued: (Fortsetzung folgt.) bbox=[1376, 2002, 1510, 2017]
next-page-text-line bbox=[1658, 1986, 1723, 1993]
next-page-text-line bbox=[1658, 772, 1731, 782]
next-page-text-line bbox=[1658, 174, 1745, 181]
article-title: Wohnungsbauprogramm 1926/27. bbox=[894, 151, 1168, 166]
next-page-text-line bbox=[1658, 818, 1756, 825]
poem-line: Verbirg vor Menschen dein Gesicht. bbox=[758, 854, 978, 869]
article-text: Aus der Schlafstube eines alleinstehenden Landwirts in der Korntaler Straße wurde ein größerer Geldbetrag auf erschwerte Weise entwendet. Von dem Täter fehlt bis jetzt jede Spur. bbox=[224, 949, 696, 1007]
